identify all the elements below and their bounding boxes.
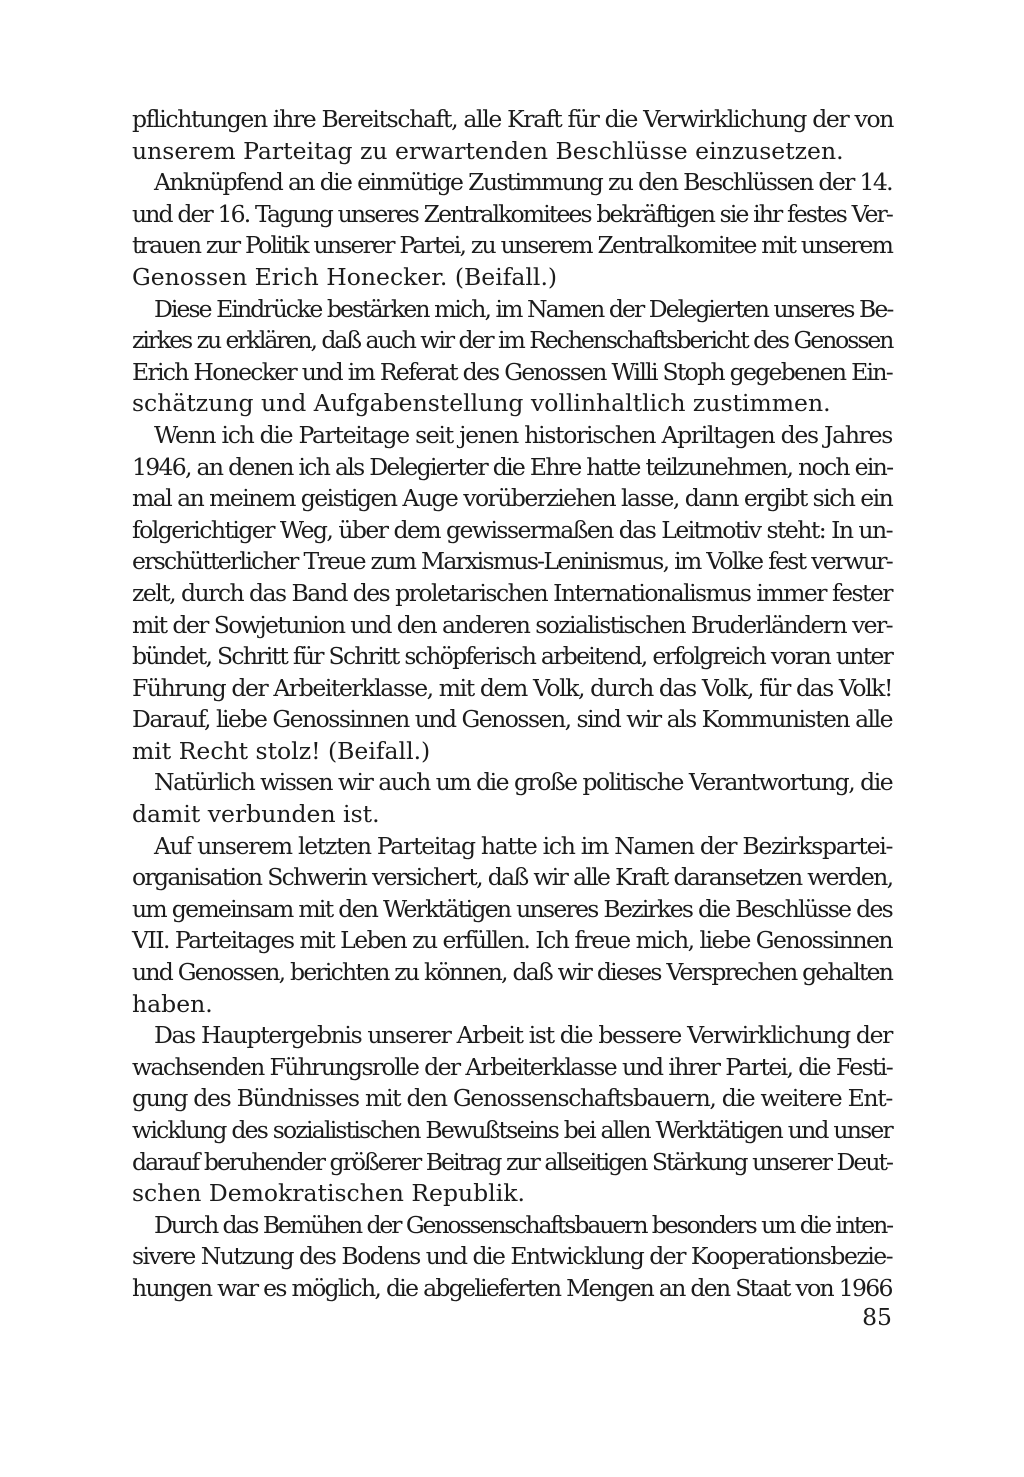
paragraph (132, 1210, 892, 1305)
page-number: 85 (862, 1303, 892, 1331)
text-line: sivere Nutzung des Bodens und die Entwicklung der Kooperationsbezie- (132, 1242, 893, 1271)
text-line: Wenn ich die Parteitage seit jenen historischen Apriltagen des Jahres (154, 420, 892, 449)
text-line: darauf beruhender größerer Beitrag zur allseitigen Stärkung unserer Deut- (132, 1147, 892, 1176)
text-line: Natürlich wissen wir auch um die große politische Verantwortung, die (154, 768, 893, 797)
text-line: 1946, an denen ich als Delegierter die Ehre hatte teilzunehmen, noch ein- (132, 452, 893, 481)
paragraph (132, 167, 892, 293)
text-line: und Genossen, berichten zu können, daß wir dieses Versprechen gehalten (132, 958, 893, 987)
paragraph (132, 831, 892, 1021)
text-line: schätzung und Aufgabenstellung vollinhaltlich zustimmen. (132, 389, 831, 418)
text-line: hungen war es möglich, die abgelieferten Mengen an den Staat von 1966 (132, 1273, 892, 1302)
text-line: damit verbunden ist. (132, 800, 380, 829)
text-line: gung des Bündnisses mit den Genossenschaftsbauern, die weitere Ent- (132, 1084, 892, 1113)
text-line: Das Hauptergebnis unserer Arbeit ist die bessere Verwirklichung der (154, 1021, 892, 1050)
text-line: und der 16. Tagung unseres Zentralkomitees bekräftigen sie ihr festes Ver- (132, 199, 892, 228)
text-line: VII. Parteitages mit Leben zu erfüllen. Ich freue mich, liebe Genossinnen (132, 926, 892, 955)
text-line: mit der Sowjetunion und den anderen sozialistischen Bruderländern ver- (132, 610, 892, 639)
text-line: mit Recht stolz! (Beifall.) (132, 736, 431, 765)
paragraph (132, 767, 892, 830)
text-line: zelt, durch das Band des proletarischen Internationalismus immer fester (132, 578, 892, 607)
text-line: wachsenden Führungsrolle der Arbeiterklasse und ihrer Partei, die Festi- (132, 1052, 893, 1081)
text-line: um gemeinsam mit den Werktätigen unseres Bezirkes die Beschlüsse des (132, 894, 892, 923)
text-line: Genossen Erich Honecker. (Beifall.) (132, 262, 558, 291)
paragraph (132, 1020, 892, 1210)
paragraph (132, 420, 892, 768)
text-line: erschütterlicher Treue zum Marxismus-Leninismus, im Volke fest verwur- (132, 547, 892, 576)
text-line: Darauf, liebe Genossinnen und Genossen, sind wir als Kommunisten alle (132, 705, 892, 734)
paragraph (132, 104, 892, 167)
paragraph (132, 294, 892, 420)
body-text (132, 104, 892, 1305)
text-line: schen Demokratischen Republik. (132, 1179, 525, 1208)
text-line: Durch das Bemühen der Genossenschaftsbauern besonders um die inten- (154, 1210, 892, 1239)
text-line: Erich Honecker und im Referat des Genossen Willi Stoph gegebenen Ein- (132, 357, 892, 386)
text-line: trauen zur Politik unserer Partei, zu unserem Zentralkomitee mit unserem (132, 231, 893, 260)
text-line: wicklung des sozialistischen Bewußtseins bei allen Werktätigen und unser (132, 1116, 892, 1144)
text-line: Anknüpfend an die einmütige Zustimmung zu den Beschlüssen der 14. (154, 168, 893, 197)
text-line: pflichtungen ihre Bereitschaft, alle Kraft für die Verwirklichung der von (132, 105, 894, 133)
text-line: Diese Eindrücke bestärken mich, im Namen der Delegierten unseres Be- (154, 294, 893, 323)
text-line: bündet, Schritt für Schritt schöpferisch arbeitend, erfolgreich voran unter (132, 642, 893, 671)
text-line: folgerichtiger Weg, über dem gewissermaßen das Leitmotiv steht: In un- (132, 515, 892, 544)
text-line: organisation Schwerin versichert, daß wir alle Kraft daransetzen werden, (132, 863, 893, 892)
text-line: zirkes zu erklären, daß auch wir der im Rechenschaftsbericht des Genossen (132, 326, 893, 355)
text-line: mal an meinem geistigen Auge vorüberziehen lasse, dann ergibt sich ein (132, 484, 893, 513)
text-line: unserem Parteitag zu erwartenden Beschlüsse einzusetzen. (132, 136, 844, 165)
text-line: haben. (132, 989, 213, 1018)
text-line: Führung der Arbeiterklasse, mit dem Volk, durch das Volk, für das Volk! (132, 673, 893, 702)
text-line: Auf unserem letzten Parteitag hatte ich im Namen der Bezirkspartei- (154, 831, 893, 860)
